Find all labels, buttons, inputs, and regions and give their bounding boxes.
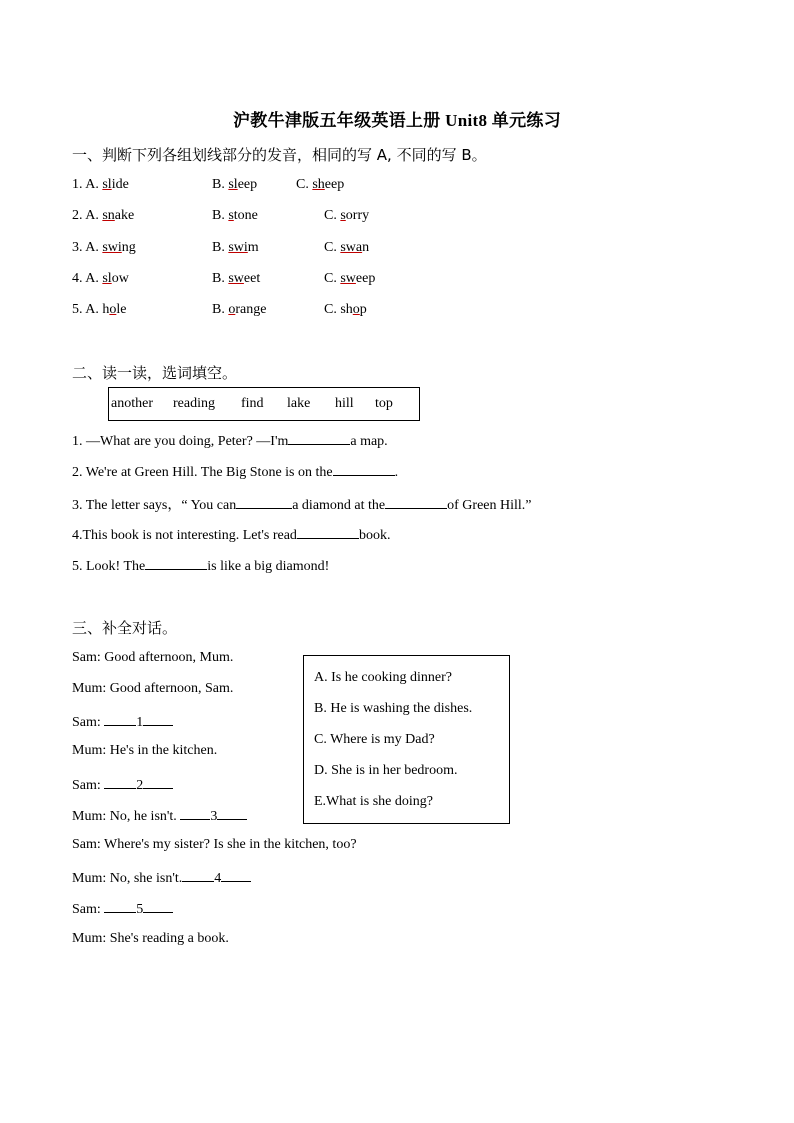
page-title: 沪教牛津版五年级英语上册 Unit8 单元练习: [232, 111, 561, 130]
dialogue-option-d: D. She is in her bedroom.: [314, 763, 458, 778]
item4-option-c: C. sweep: [324, 271, 376, 286]
dialogue-line-1: Sam: Good afternoon, Mum.: [72, 650, 234, 665]
fill-question-2: 2. We're at Green Hill. The Big Stone is on the .: [72, 462, 398, 481]
item4-option-a: 4. A. slow: [72, 271, 129, 286]
word-bank-item: lake: [287, 396, 311, 411]
word-bank-box: [108, 387, 420, 421]
answer-blank[interactable]: [104, 712, 136, 726]
answer-blank[interactable]: [217, 806, 247, 820]
item3-option-a: 3. A. swing: [72, 240, 136, 255]
section3-heading: 三、补全对话。: [72, 619, 178, 637]
item5-option-c: C. shop: [324, 302, 367, 317]
dialogue-line-8: Mum: No, she isn't. 4: [72, 868, 251, 887]
fill-question-1: 1. —What are you doing, Peter? —I'm a map.: [72, 431, 388, 450]
answer-blank[interactable]: [143, 899, 173, 913]
dialogue-line-9: Sam: 5: [72, 899, 173, 918]
item1-option-a: 1. A. slide: [72, 177, 129, 192]
dialogue-option-a: A. Is he cooking dinner?: [314, 670, 453, 685]
word-bank-item: top: [375, 396, 393, 411]
answer-blank[interactable]: [182, 868, 214, 882]
fill-question-4: 4.This book is not interesting. Let's read book.: [72, 525, 390, 544]
answer-blank[interactable]: [385, 495, 447, 509]
dialogue-line-7: Sam: Where's my sister? Is she in the kitchen, too?: [72, 837, 357, 852]
answer-blank[interactable]: [333, 462, 395, 476]
word-bank-item: hill: [335, 396, 354, 411]
item4-option-b: B. sweet: [212, 271, 261, 286]
answer-blank[interactable]: [104, 775, 136, 789]
dialogue-line-6: Mum: No, he isn't. 3: [72, 806, 247, 825]
item1-option-b: B. sleep: [212, 177, 258, 192]
item1-option-c: C. sheep: [296, 177, 345, 192]
answer-blank[interactable]: [145, 556, 207, 570]
dialogue-line-10: Mum: She's reading a book.: [72, 931, 229, 946]
section2-heading: 二、读一读，选词填空。: [72, 364, 238, 382]
answer-blank[interactable]: [221, 868, 251, 882]
dialogue-options-box: [303, 655, 510, 824]
item3-option-b: B. swim: [212, 240, 259, 255]
item2-option-c: C. sorry: [324, 208, 370, 223]
dialogue-line-3: Sam: 1: [72, 712, 173, 731]
answer-blank[interactable]: [236, 495, 292, 509]
dialogue-line-5: Sam: 2: [72, 775, 173, 794]
dialogue-option-b: B. He is washing the dishes.: [314, 701, 473, 716]
answer-blank[interactable]: [288, 431, 350, 445]
word-bank-item: find: [241, 396, 264, 411]
answer-blank[interactable]: [143, 775, 173, 789]
fill-question-3: 3. The letter says，“ You can a diamond at the of Green Hill.”: [72, 494, 532, 514]
word-bank-item: reading: [173, 396, 215, 411]
answer-blank[interactable]: [104, 899, 136, 913]
item5-option-b: B. orange: [212, 302, 267, 317]
item3-option-c: C. swan: [324, 240, 370, 255]
answer-blank[interactable]: [297, 525, 359, 539]
dialogue-line-4: Mum: He's in the kitchen.: [72, 743, 218, 758]
section1-heading: 一、判断下列各组划线部分的发音，相同的写 A, 不同的写 B。: [72, 146, 487, 164]
word-bank-item: another: [111, 396, 153, 411]
answer-blank[interactable]: [180, 806, 210, 820]
dialogue-option-c: C. Where is my Dad?: [314, 732, 435, 747]
dialogue-option-e: E.What is she doing?: [314, 794, 433, 809]
item2-option-a: 2. A. snake: [72, 208, 135, 223]
item5-option-a: 5. A. hole: [72, 302, 127, 317]
fill-question-5: 5. Look! The is like a big diamond!: [72, 556, 329, 575]
dialogue-line-2: Mum: Good afternoon, Sam.: [72, 681, 234, 696]
answer-blank[interactable]: [143, 712, 173, 726]
item2-option-b: B. stone: [212, 208, 258, 223]
